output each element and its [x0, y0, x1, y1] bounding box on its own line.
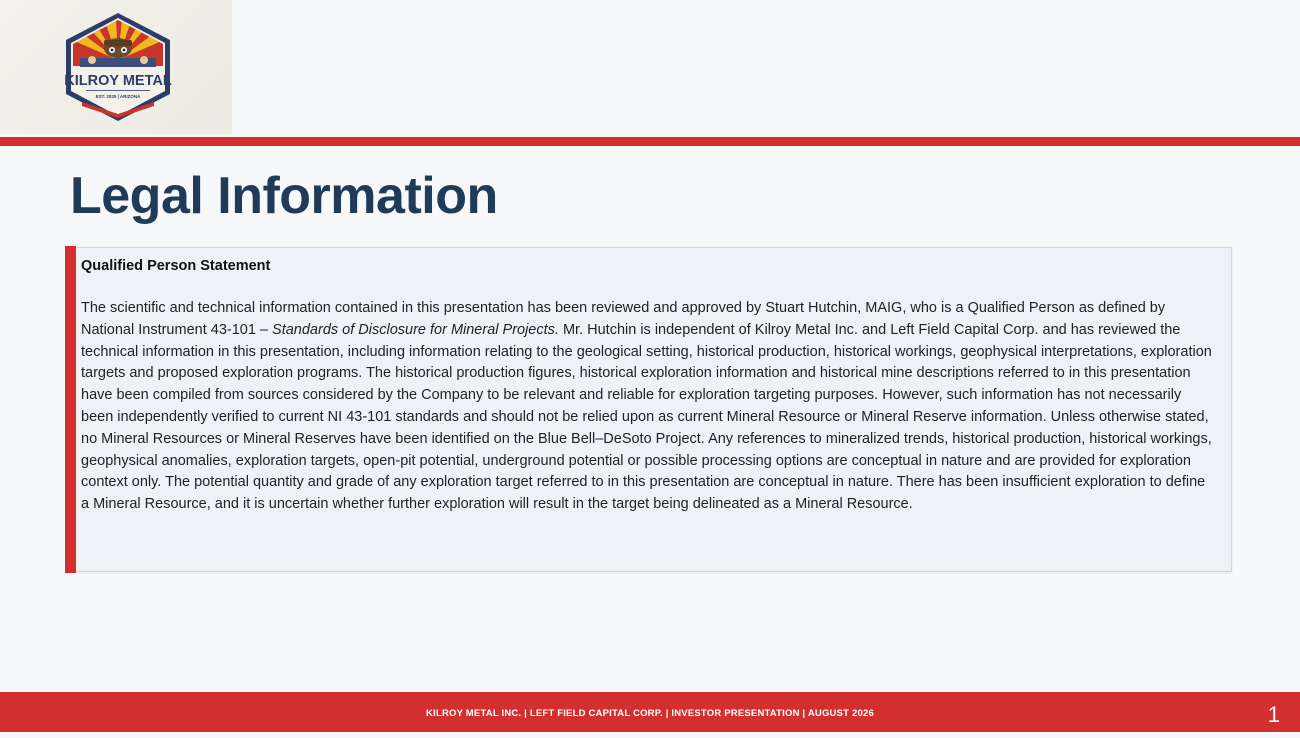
footer-text: KILROY METAL INC. | LEFT FIELD CAPITAL CORP. | INVESTOR PRESENTATION | AUGUST 2026: [426, 708, 874, 719]
top-red-rule: [0, 137, 1300, 146]
logo-name-text: KILROY METAL: [64, 73, 172, 89]
statement-heading: Qualified Person Statement: [81, 258, 271, 274]
statement-body-part2: Mr. Hutchin is independent of Kilroy Metal Inc. and Left Field Capital Corp. and has reviewed the technical information in this presentation, including information relating to the geological setting, historical production, historical workings, geophysical interpretations, exploration targets and proposed exploration programs. The historical production figures, historical exploration information and historical mine descriptions referred to in this presentation have been compiled from sources considered by the Company to be relevant and reliable for exploration targeting purposes. However, such information has not necessarily been independently verified to current NI 43-101 standards and should not be relied upon as current Mineral Resource or Mineral Reserve information. Unless otherwise stated, no Mineral Resources or Mineral Reserves have been identified on the Blue Bell–DeSoto Project. Any references to mineralized trends, historical production, historical workings, geophysical anomalies, exploration targets, open-pit potential, underground potential or possible processing options are conceptual in nature and are provided for exploration context only. The potential quantity and grade of any exploration target referred to in this presentation are conceptual in nature. There has been insufficient exploration to define a Mineral Resource, and it is uncertain whether further exploration will result in the target being delineated as a Mineral Resource.: [81, 321, 1212, 513]
footer-bar: [0, 692, 1300, 732]
page-title: Legal Information: [70, 167, 498, 225]
logo-tagline-text: EST. 2025 | ARIZONA: [95, 94, 141, 99]
statement-body-part1: The scientific and technical information contained in this presentation has been reviewed and approved by Stuart Hutchin, MAIG, who is a Qualified Person as defined by National Instrument 43-101 –: [81, 300, 1166, 338]
statement-body-italic: Standards of Disclosure for Mineral Projects.: [272, 321, 559, 338]
statement-accent-bar: [65, 246, 76, 573]
statement-body: [81, 298, 1217, 516]
logo-panel: [0, 0, 232, 134]
page-number: 1: [1267, 702, 1280, 727]
qualified-person-statement-box: [76, 247, 1232, 572]
kilroy-metal-logo: [60, 10, 176, 124]
